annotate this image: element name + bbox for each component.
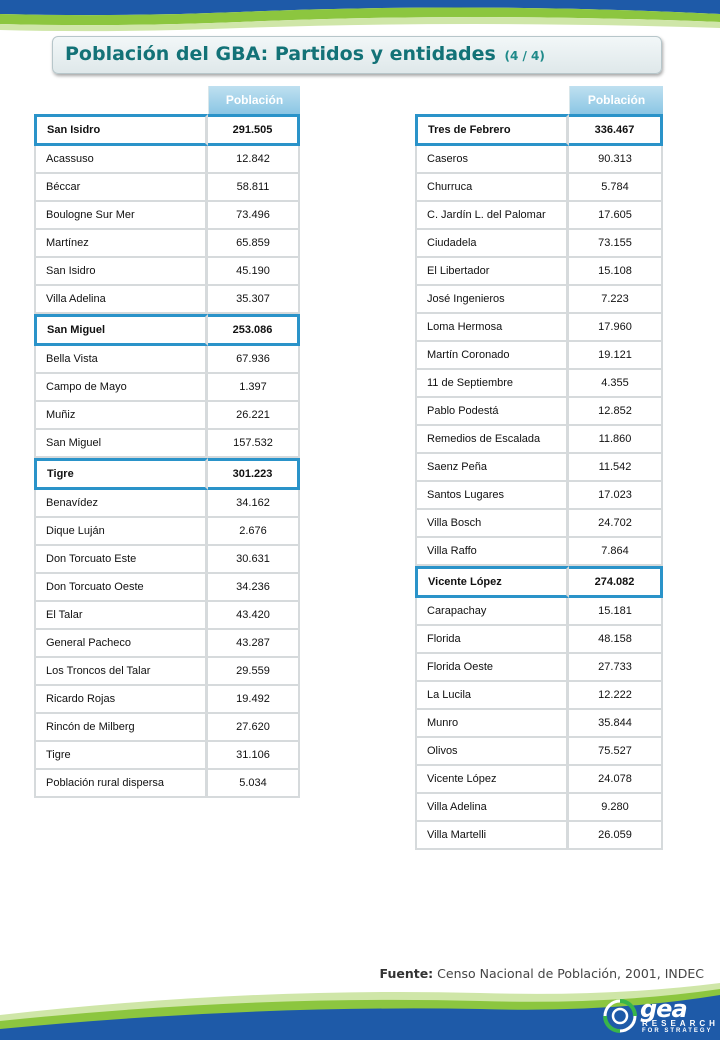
row-value: 17.605 — [569, 202, 663, 230]
row-name: Carapachay — [415, 598, 569, 626]
table-row — [415, 510, 663, 538]
top-decorative-band — [0, 0, 720, 40]
table-row — [415, 370, 663, 398]
row-value: 17.960 — [569, 314, 663, 342]
row-value: 5.784 — [569, 174, 663, 202]
source-label: Fuente: — [379, 966, 434, 981]
row-value: 26.059 — [569, 822, 663, 850]
row-value: 34.236 — [208, 574, 300, 602]
row-value: 58.811 — [208, 174, 300, 202]
row-name: Tigre — [34, 458, 208, 490]
row-value: 31.106 — [208, 742, 300, 770]
gea-logo — [600, 995, 718, 1037]
row-value: 27.620 — [208, 714, 300, 742]
page-title-text: Población del GBA: Partidos y entidades — [65, 43, 496, 65]
population-table-left — [34, 86, 300, 798]
row-value: 274.082 — [569, 566, 663, 598]
row-name: Caseros — [415, 146, 569, 174]
table-row — [34, 230, 300, 258]
row-value: 1.397 — [208, 374, 300, 402]
table-row — [34, 574, 300, 602]
table-row — [34, 630, 300, 658]
table-row — [415, 538, 663, 566]
row-value: 67.936 — [208, 346, 300, 374]
column-header-poblacion: Población — [569, 86, 663, 114]
table-body-right — [415, 114, 663, 850]
row-value: 75.527 — [569, 738, 663, 766]
row-name: Acassuso — [34, 146, 208, 174]
table-row — [34, 714, 300, 742]
table-row — [34, 546, 300, 574]
row-name: Tres de Febrero — [415, 114, 569, 146]
row-name: Olivos — [415, 738, 569, 766]
row-value: 11.542 — [569, 454, 663, 482]
table-row — [415, 398, 663, 426]
table-row — [415, 626, 663, 654]
row-name: Martín Coronado — [415, 342, 569, 370]
table-body-left — [34, 114, 300, 798]
row-value: 35.307 — [208, 286, 300, 314]
table-row — [34, 686, 300, 714]
row-name: Boulogne Sur Mer — [34, 202, 208, 230]
table-row — [415, 482, 663, 510]
row-value: 4.355 — [569, 370, 663, 398]
row-value: 45.190 — [208, 258, 300, 286]
row-name: Don Torcuato Oeste — [34, 574, 208, 602]
row-value: 15.108 — [569, 258, 663, 286]
table-row — [415, 314, 663, 342]
row-name: Churruca — [415, 174, 569, 202]
table-row — [34, 286, 300, 314]
table-row — [415, 174, 663, 202]
row-name: Martínez — [34, 230, 208, 258]
row-value: 15.181 — [569, 598, 663, 626]
logo-line1: RESEARCH — [642, 1019, 719, 1028]
table-row — [415, 454, 663, 482]
row-name: Dique Luján — [34, 518, 208, 546]
row-name: Población rural dispersa — [34, 770, 208, 798]
population-table-right — [415, 86, 663, 850]
table-row — [415, 230, 663, 258]
row-name: San Isidro — [34, 258, 208, 286]
row-name: Benavídez — [34, 490, 208, 518]
table-row — [34, 602, 300, 630]
table-row — [34, 346, 300, 374]
row-value: 336.467 — [569, 114, 663, 146]
row-value: 48.158 — [569, 626, 663, 654]
row-value: 157.532 — [208, 430, 300, 458]
table-row — [415, 822, 663, 850]
row-name: Villa Adelina — [34, 286, 208, 314]
row-name: San Isidro — [34, 114, 208, 146]
row-name: José Ingenieros — [415, 286, 569, 314]
logo-line2: FOR STRATEGY — [642, 1028, 713, 1034]
row-value: 29.559 — [208, 658, 300, 686]
row-name: San Miguel — [34, 430, 208, 458]
row-name: Villa Martelli — [415, 822, 569, 850]
row-name: Villa Adelina — [415, 794, 569, 822]
table-row — [34, 490, 300, 518]
row-value: 34.162 — [208, 490, 300, 518]
table-row — [415, 682, 663, 710]
row-value: 12.222 — [569, 682, 663, 710]
row-value: 17.023 — [569, 482, 663, 510]
row-name: Rincón de Milberg — [34, 714, 208, 742]
row-name: Santos Lugares — [415, 482, 569, 510]
table-row — [415, 286, 663, 314]
table-row — [34, 146, 300, 174]
row-value: 291.505 — [208, 114, 300, 146]
row-name: General Pacheco — [34, 630, 208, 658]
table-row — [415, 146, 663, 174]
row-name: Loma Hermosa — [415, 314, 569, 342]
table-row-partido — [415, 566, 663, 598]
table-row — [34, 258, 300, 286]
row-name: Bella Vista — [34, 346, 208, 374]
page-title — [65, 43, 545, 65]
table-row — [34, 202, 300, 230]
table-row — [34, 658, 300, 686]
table-row — [415, 598, 663, 626]
table-row-partido — [34, 314, 300, 346]
table-row — [415, 766, 663, 794]
row-value: 11.860 — [569, 426, 663, 454]
row-value: 9.280 — [569, 794, 663, 822]
row-name: Ciudadela — [415, 230, 569, 258]
row-value: 30.631 — [208, 546, 300, 574]
table-row — [34, 770, 300, 798]
row-name: San Miguel — [34, 314, 208, 346]
row-value: 90.313 — [569, 146, 663, 174]
row-name: El Talar — [34, 602, 208, 630]
row-name: Tigre — [34, 742, 208, 770]
table-row — [415, 202, 663, 230]
row-value: 24.702 — [569, 510, 663, 538]
table-row — [415, 258, 663, 286]
row-name: Campo de Mayo — [34, 374, 208, 402]
row-value: 43.420 — [208, 602, 300, 630]
table-row — [415, 654, 663, 682]
row-value: 26.221 — [208, 402, 300, 430]
title-banner — [52, 36, 662, 74]
table-row-partido — [415, 114, 663, 146]
table-row — [34, 402, 300, 430]
gea-swirl-icon — [602, 998, 638, 1034]
row-name: Remedios de Escalada — [415, 426, 569, 454]
table-row — [34, 374, 300, 402]
row-name: Munro — [415, 710, 569, 738]
row-value: 43.287 — [208, 630, 300, 658]
row-value: 73.155 — [569, 230, 663, 258]
logo-word: gea — [640, 995, 687, 1023]
row-name: Villa Bosch — [415, 510, 569, 538]
row-name: Ricardo Rojas — [34, 686, 208, 714]
row-value: 65.859 — [208, 230, 300, 258]
row-name: Los Troncos del Talar — [34, 658, 208, 686]
row-name: Florida — [415, 626, 569, 654]
row-value: 35.844 — [569, 710, 663, 738]
row-name: Pablo Podestá — [415, 398, 569, 426]
table-row — [34, 518, 300, 546]
row-value: 7.864 — [569, 538, 663, 566]
row-value: 73.496 — [208, 202, 300, 230]
row-name: C. Jardín L. del Palomar — [415, 202, 569, 230]
row-name: Don Torcuato Este — [34, 546, 208, 574]
row-name: Vicente López — [415, 566, 569, 598]
column-header-blank — [34, 86, 208, 114]
table-row — [34, 742, 300, 770]
page-title-suffix: (4 / 4) — [504, 49, 545, 63]
source-text: Censo Nacional de Población, 2001, INDEC — [437, 966, 704, 981]
row-value: 5.034 — [208, 770, 300, 798]
row-name: Villa Raffo — [415, 538, 569, 566]
row-value: 7.223 — [569, 286, 663, 314]
table-row-partido — [34, 114, 300, 146]
row-name: Florida Oeste — [415, 654, 569, 682]
row-name: 11 de Septiembre — [415, 370, 569, 398]
row-name: La Lucila — [415, 682, 569, 710]
row-value: 301.223 — [208, 458, 300, 490]
table-row — [415, 426, 663, 454]
table-row-partido — [34, 458, 300, 490]
row-value: 12.842 — [208, 146, 300, 174]
table-row — [415, 710, 663, 738]
table-row — [415, 738, 663, 766]
row-value: 24.078 — [569, 766, 663, 794]
row-name: Saenz Peña — [415, 454, 569, 482]
row-value: 19.121 — [569, 342, 663, 370]
row-value: 12.852 — [569, 398, 663, 426]
row-name: El Libertador — [415, 258, 569, 286]
row-value: 27.733 — [569, 654, 663, 682]
row-name: Vicente López — [415, 766, 569, 794]
table-row — [34, 430, 300, 458]
row-value: 253.086 — [208, 314, 300, 346]
row-name: Béccar — [34, 174, 208, 202]
column-header-blank — [415, 86, 569, 114]
table-row — [415, 342, 663, 370]
table-row — [34, 174, 300, 202]
column-header-poblacion: Población — [208, 86, 300, 114]
table-row — [415, 794, 663, 822]
row-name: Muñiz — [34, 402, 208, 430]
row-value: 2.676 — [208, 518, 300, 546]
row-value: 19.492 — [208, 686, 300, 714]
